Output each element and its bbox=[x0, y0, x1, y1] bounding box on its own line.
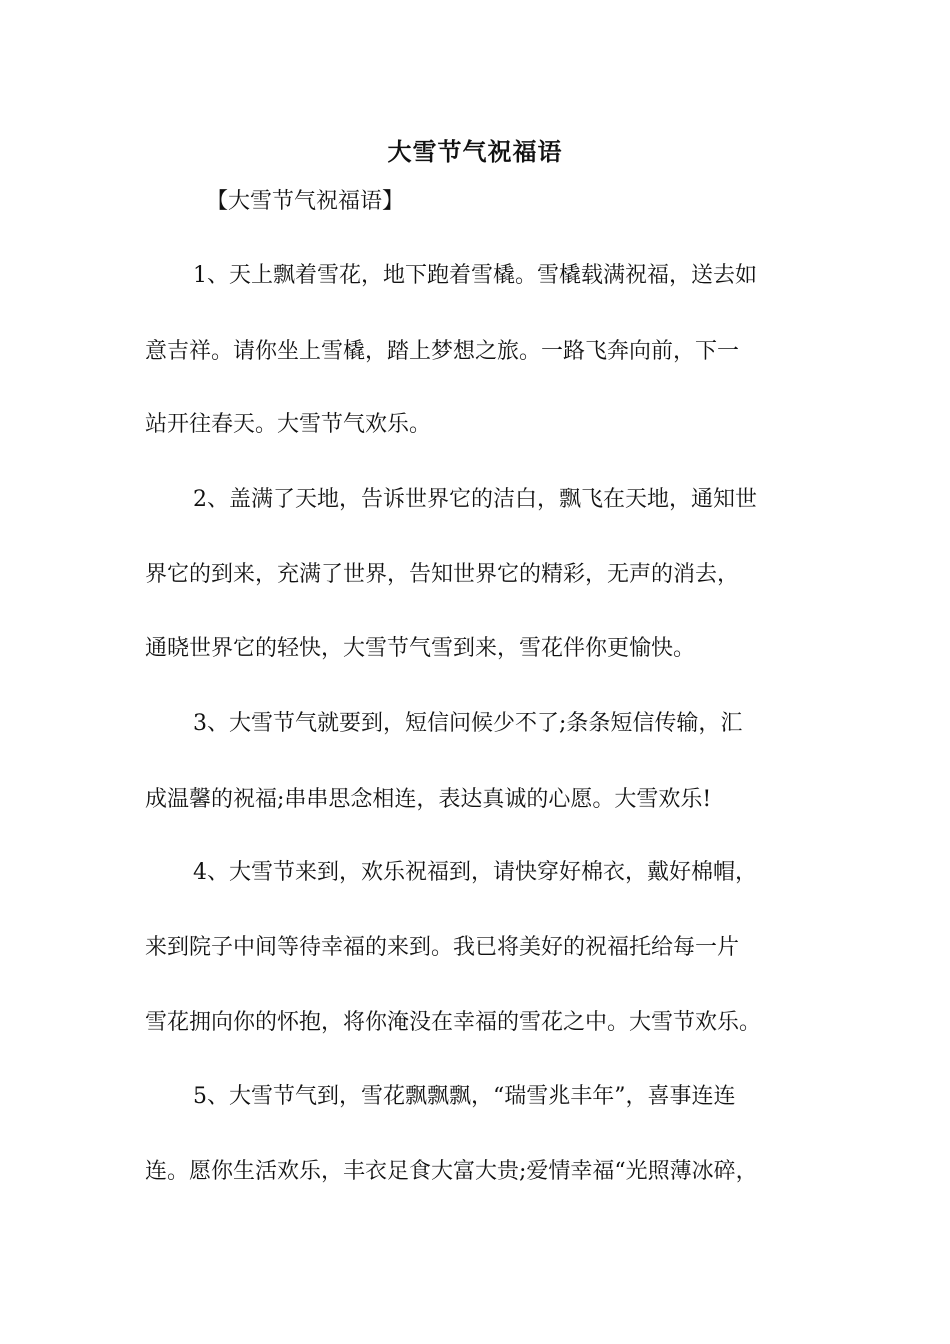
paragraph-4-line-3: 雪花拥向你的怀抱，将你淹没在幸福的雪花之中。大雪节欢乐。 bbox=[145, 1010, 762, 1035]
paragraph-1-line-3: 站开往春天。大雪节气欢乐。 bbox=[145, 412, 432, 437]
paragraph-4-line-2: 来到院子中间等待幸福的来到。我已将美好的祝福托给每一片 bbox=[145, 935, 740, 960]
paragraph-2-line-1: 2、盖满了天地，告诉世界它的洁白，飘飞在天地，通知世 bbox=[193, 487, 757, 512]
paragraph-2-line-3: 通晓世界它的轻快，大雪节气雪到来，雪花伴你更愉快。 bbox=[145, 636, 696, 661]
paragraph-1-line-1: 1、天上飘着雪花，地下跑着雪橇。雪橇载满祝福，送去如 bbox=[193, 263, 757, 288]
paragraph-5-line-2: 连。愿你生活欢乐，丰衣足食大富大贵;爱情幸福“光照薄冰碎， bbox=[145, 1159, 758, 1184]
paragraph-4-line-1: 4、大雪节来到，欢乐祝福到，请快穿好棉衣，戴好棉帽， bbox=[193, 860, 757, 885]
paragraph-5-line-1: 5、大雪节气到，雪花飘飘飘，“瑞雪兆丰年”，喜事连连 bbox=[193, 1084, 736, 1109]
document-title: 大雪节气祝福语 bbox=[387, 137, 563, 166]
paragraph-2-line-2: 界它的到来，充满了世界，告知世界它的精彩，无声的消去， bbox=[145, 562, 740, 587]
paragraph-3-line-1: 3、大雪节气就要到，短信问候少不了;条条短信传输，汇 bbox=[193, 711, 743, 736]
paragraph-1-line-2: 意吉祥。请你坐上雪橇，踏上梦想之旅。一路飞奔向前，下一 bbox=[145, 339, 740, 364]
paragraph-3-line-2: 成温馨的祝福;串串思念相连，表达真诚的心愿。大雪欢乐! bbox=[145, 787, 712, 812]
section-heading: 【大雪节气祝福语】 bbox=[206, 189, 405, 214]
